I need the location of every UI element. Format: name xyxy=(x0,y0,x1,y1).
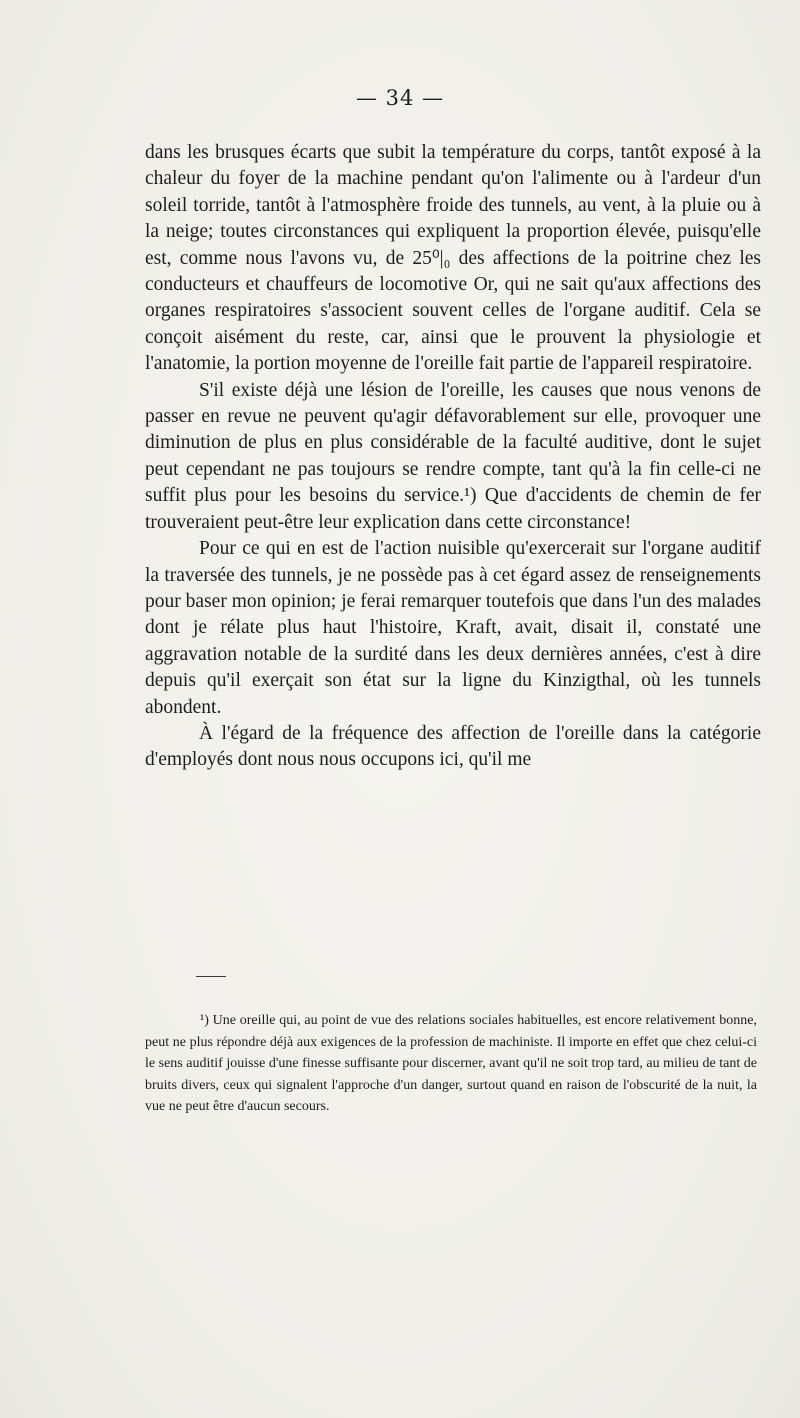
paragraph-3: Pour ce qui en est de l'action nuisible qu'exercerait sur l'organe auditif la traversée des tunnels, je ne possède pas à cet égard assez de renseignements pour baser mon opinion; je ferai remarquer toutefois que dans l'un des malades dont je rélate plus haut l'histoire, Kraft, avait, disait il, constaté une aggravation notable de la surdité dans les deux dernières années, c'est à dire depuis qu'il exerçait son état sur la ligne du Kinzigthal, où les tunnels abondent. xyxy=(145,538,761,718)
page-number: — 34 — xyxy=(355,86,445,110)
paragraph-1: dans les brusques écarts que subit la température du corps, tantôt exposé à la chaleur du foyer de la machine pendant qu'on l'alimente ou à l'ardeur d'un soleil torride, tantôt à l'atmosphère froide des tunnels, au vent, à la pluie ou à la neige; toutes circonstances qui expliquent la proportion élevée, puisqu'elle est, comme nous l'avons vu, de 25⁰|₀ des affections de la poitrine chez les conducteurs et chauffeurs de locomotive Or, qui ne sait qu'aux affections des organes respiratoires s'associent souvent celles de l'organe auditif. Cela se conçoit aisément du reste, car, ainsi que le prouvent la physiologie et l'anatomie, la portion moyenne de l'oreille fait partie de l'appareil respiratoire. xyxy=(145,142,761,375)
main-text xyxy=(145,140,761,774)
paragraph-2: S'il existe déjà une lésion de l'oreille, les causes que nous venons de passer en revue ne peuvent qu'agir défavorablement sur elle, provoquer une diminution de plus en plus considérable de la faculté auditive, dont le sujet peut cependant ne pas toujours se rendre compte, tant qu'à la fin celle-ci ne suffit plus pour les besoins du service.¹) Que d'accidents de chemin de fer trouveraient peut-être leur explication dans cette circonstance! xyxy=(145,379,761,533)
paragraph-4: À l'égard de la fréquence des affection de l'oreille dans la catégorie d'employés dont nous nous occupons ici, qu'il me xyxy=(145,722,761,771)
footnote-divider xyxy=(196,976,226,977)
footnote: ¹) Une oreille qui, au point de vue des relations sociales habituelles, est encore relativement bonne, peut ne plus répondre déjà aux exigences de la profession de machiniste. Il importe en effet que chez celui-ci le sens auditif jouisse d'une finesse suffisante pour discerner, avant qu'il ne soit trop tard, au milieu de tant de bruits divers, ceux qui signalent l'approche d'un danger, surtout quand en raison de l'obscurité de la nuit, la vue ne peut être d'aucun secours. xyxy=(145,1013,757,1114)
